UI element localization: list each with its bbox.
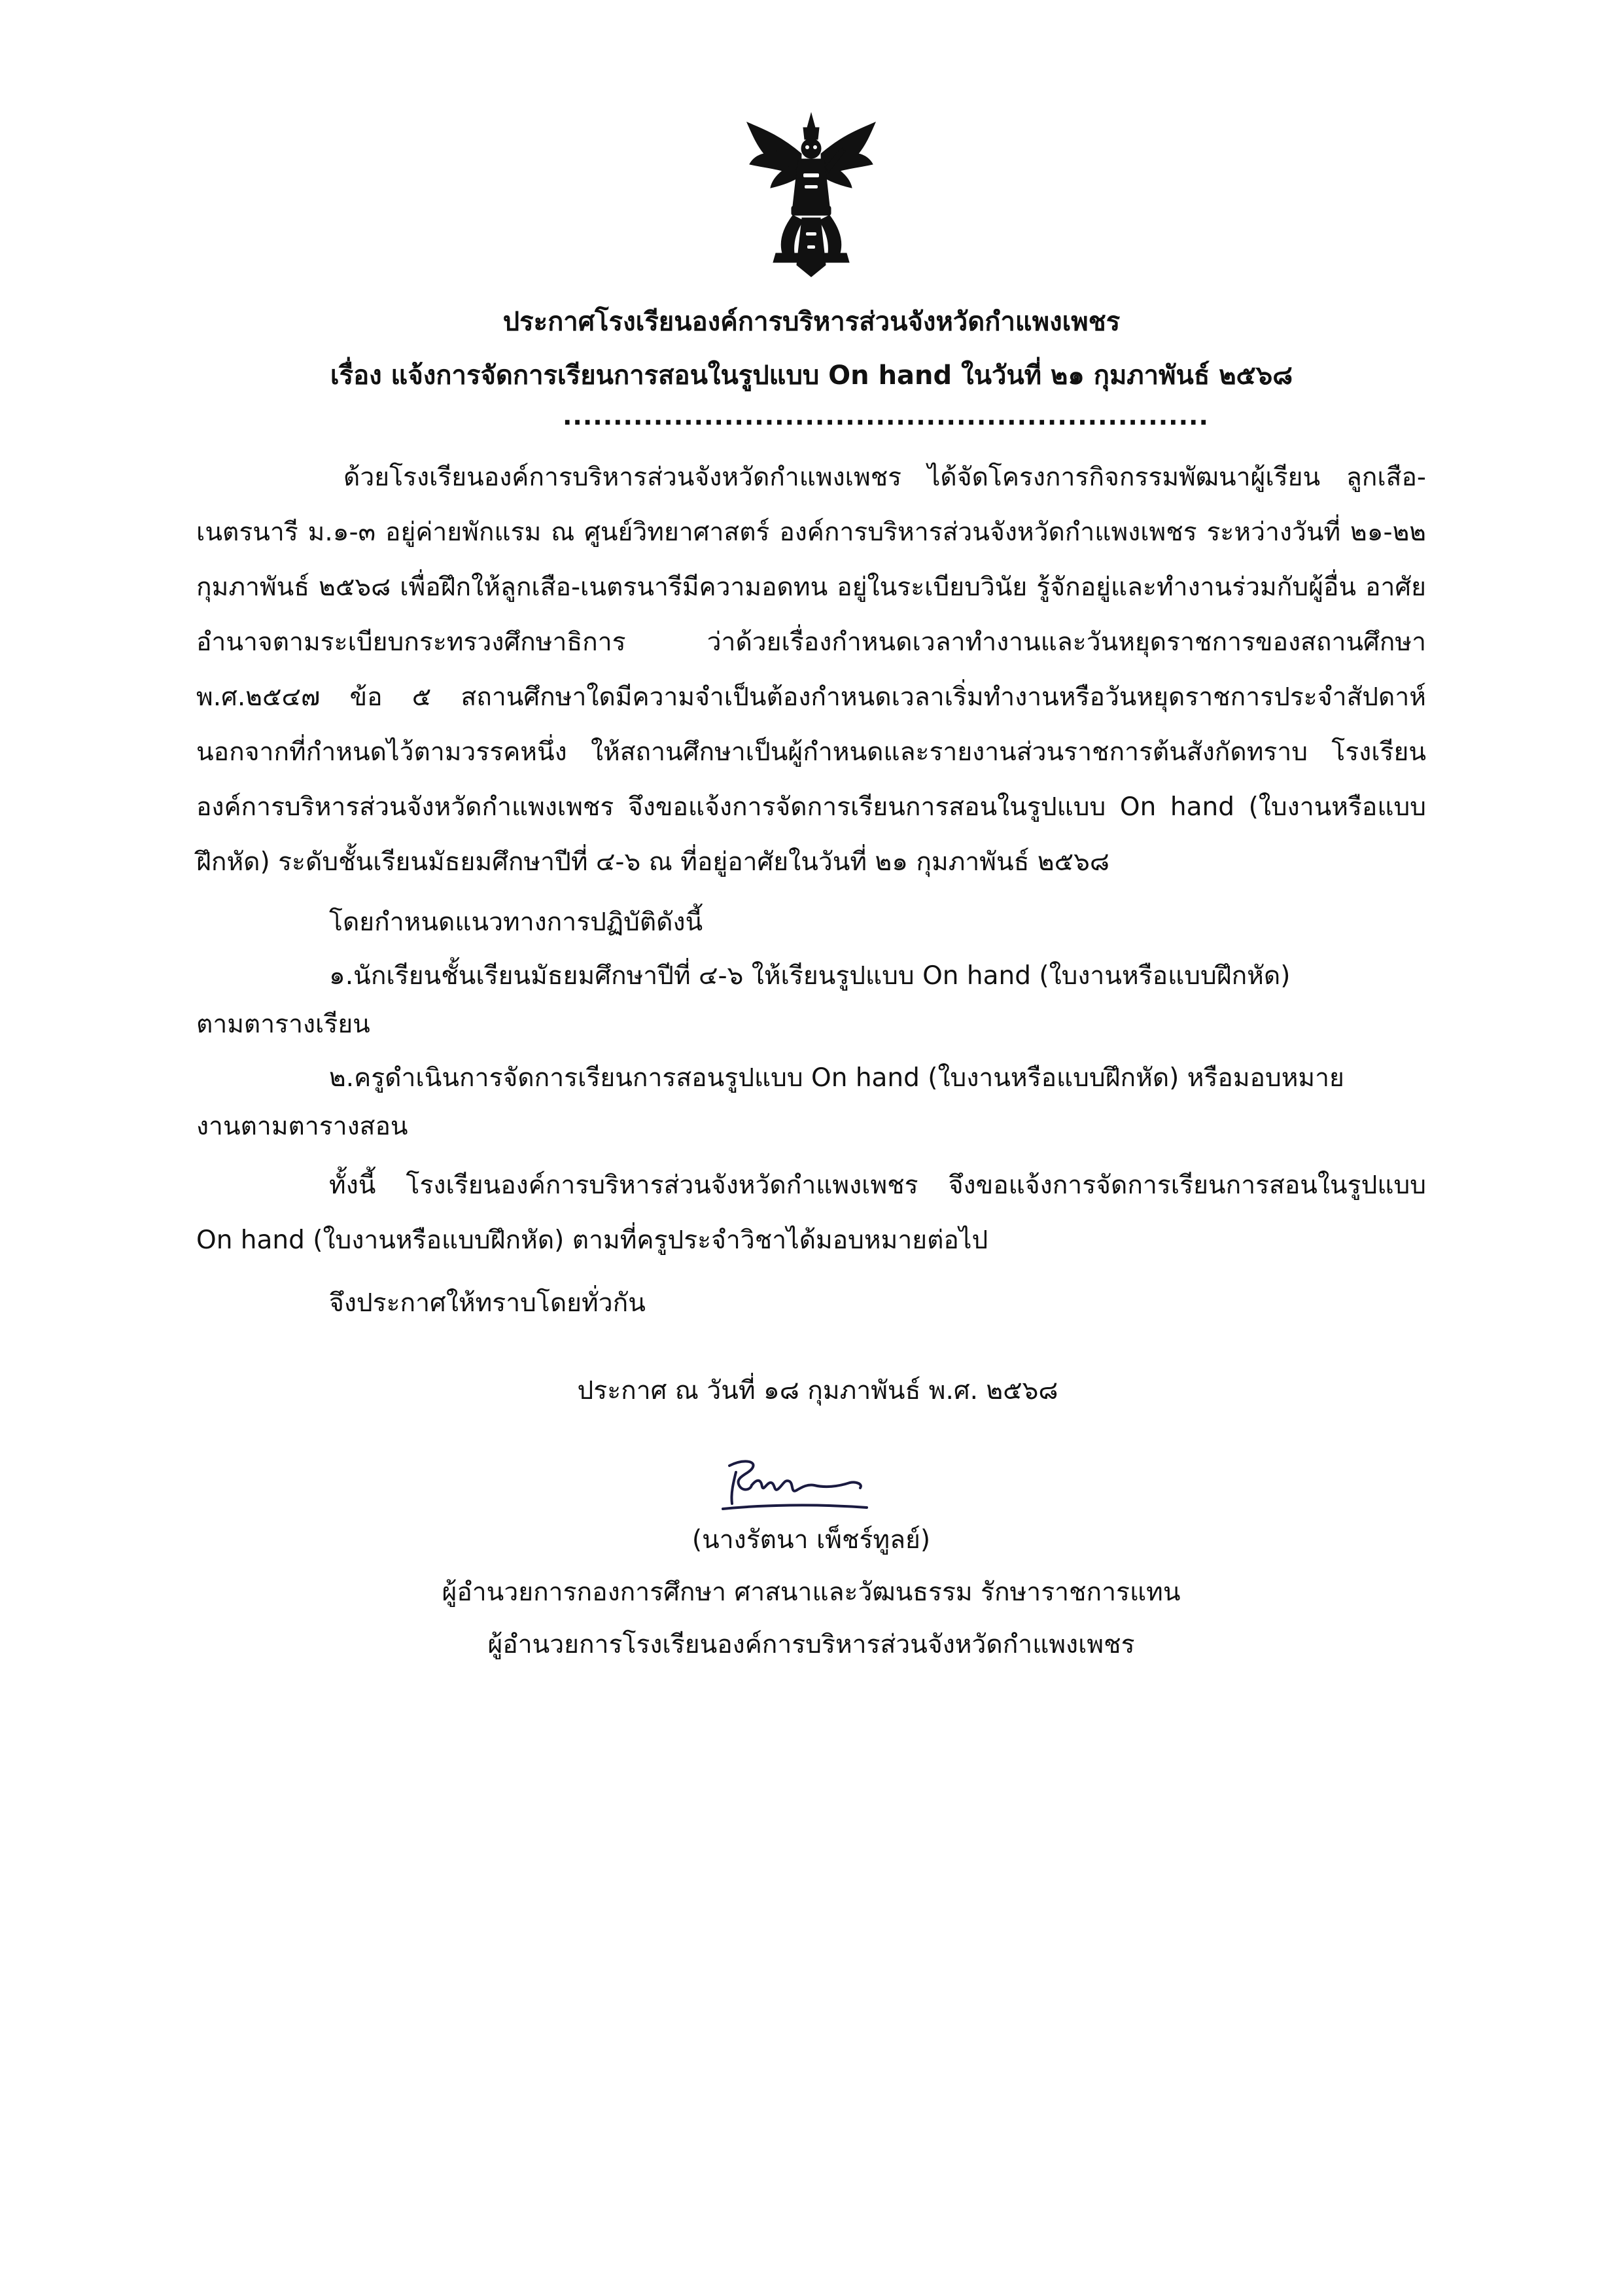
guideline-intro: โดยกำหนดแนวทางการปฏิบัติดังนี้: [329, 908, 703, 937]
announcement-title: ประกาศโรงเรียนองค์การบริหารส่วนจังหวัดกำแพงเพชร: [502, 307, 1121, 337]
body-paragraph-final: ทั้งนี้ โรงเรียนองค์การบริหารส่วนจังหวัดกำแพงเพชร จึงขอแจ้งการจัดการเรียนการสอนในรูปแบบ On hand (ใบงานหรือแบบฝึกหัด) ตามที่ครูประจำวิชาได้มอบหมายต่อไป: [196, 1171, 1426, 1255]
announcement-subject: เรื่อง แจ้งการจัดการเรียนการสอนในรูปแบบ On hand ในวันที่ ๒๑ กุมภาพันธ์ ๒๕๖๘: [330, 361, 1293, 391]
guideline-item-1-line-1: ๑.นักเรียนชั้นเรียนมัธยมศึกษาปีที่ ๔-๖ ให้เรียนรูปแบบ On hand (ใบงานหรือแบบฝึกหัด): [329, 961, 1291, 991]
guideline-item-2-line-1: ๒.ครูดำเนินการจัดการเรียนการสอนรูปแบบ On hand (ใบงานหรือแบบฝึกหัด) หรือมอบหมาย: [329, 1063, 1344, 1093]
handwritten-signature-icon: [710, 1453, 880, 1518]
announcement-date: ประกาศ ณ วันที่ ๑๘ กุมภาพันธ์ พ.ศ. ๒๕๖๘: [577, 1376, 1058, 1405]
announce-line: จึงประกาศให้ทราบโดยทั่วกัน: [329, 1288, 646, 1318]
guideline-item-2-line-2: งานตามตารางสอน: [196, 1112, 408, 1141]
body-paragraph-1: ด้วยโรงเรียนองค์การบริหารส่วนจังหวัดกำแพงเพชร ได้จัดโครงการกิจกรรมพัฒนาผู้เรียน ลูกเสือ-เนตรนารี ม.๑-๓ อยู่ค่ายพักแรม ณ ศูนย์วิทยาศาสตร์ องค์การบริหารส่วนจังหวัดกำแพงเพชร ระหว่างวันที่ ๒๑-๒๒ กุมภาพันธ์ ๒๕๖๘ เพื่อฝึกให้ลูกเสือ-เนตรนารีมีความอดทน อยู่ในระเบียบวินัย รู้จักอยู่และทำงานร่วมกับผู้อื่น อาศัยอำนาจตามระเบียบกระทรวงศึกษาธิการ ว่าด้วยเรื่องกำหนดเวลาทำงานและวันหยุดราชการของสถานศึกษา พ.ศ.๒๕๔๗ ข้อ ๕ สถานศึกษาใดมีความจำเป็นต้องกำหนดเวลาเริ่มทำงานหรือวันหยุดราชการประจำสัปดาห์นอกจากที่กำหนดไว้ตามวรรคหนึ่ง ให้สถานศึกษาเป็นผู้กำหนดและรายงานส่วนราชการต้นสังกัดทราบ โรงเรียนองค์การบริหารส่วนจังหวัดกำแพงเพชร จึงขอแจ้งการจัดการเรียนการสอนในรูปแบบ On hand (ใบงานหรือแบบฝึกหัด) ระดับชั้นเรียนมัธยมศึกษาปีที่ ๔-๖ ณ ที่อยู่อาศัยในวันที่ ๒๑ กุมภาพันธ์ ๒๕๖๘: [196, 463, 1426, 877]
guideline-item-1-line-2: ตามตารางเรียน: [196, 1010, 370, 1039]
signatory-position-1: ผู้อำนวยการกองการศึกษา ศาสนาและวัฒนธรรม รักษาราชการแทน: [442, 1578, 1181, 1607]
signatory-position-2: ผู้อำนวยการโรงเรียนองค์การบริหารส่วนจังหวัดกำแพงเพชร: [487, 1630, 1135, 1659]
title-separator: ................................................................: [563, 402, 1209, 431]
signatory-name: (นางรัตนา เพ็ชร์ทูลย์): [691, 1525, 931, 1555]
garuda-emblem-icon: [739, 108, 883, 281]
